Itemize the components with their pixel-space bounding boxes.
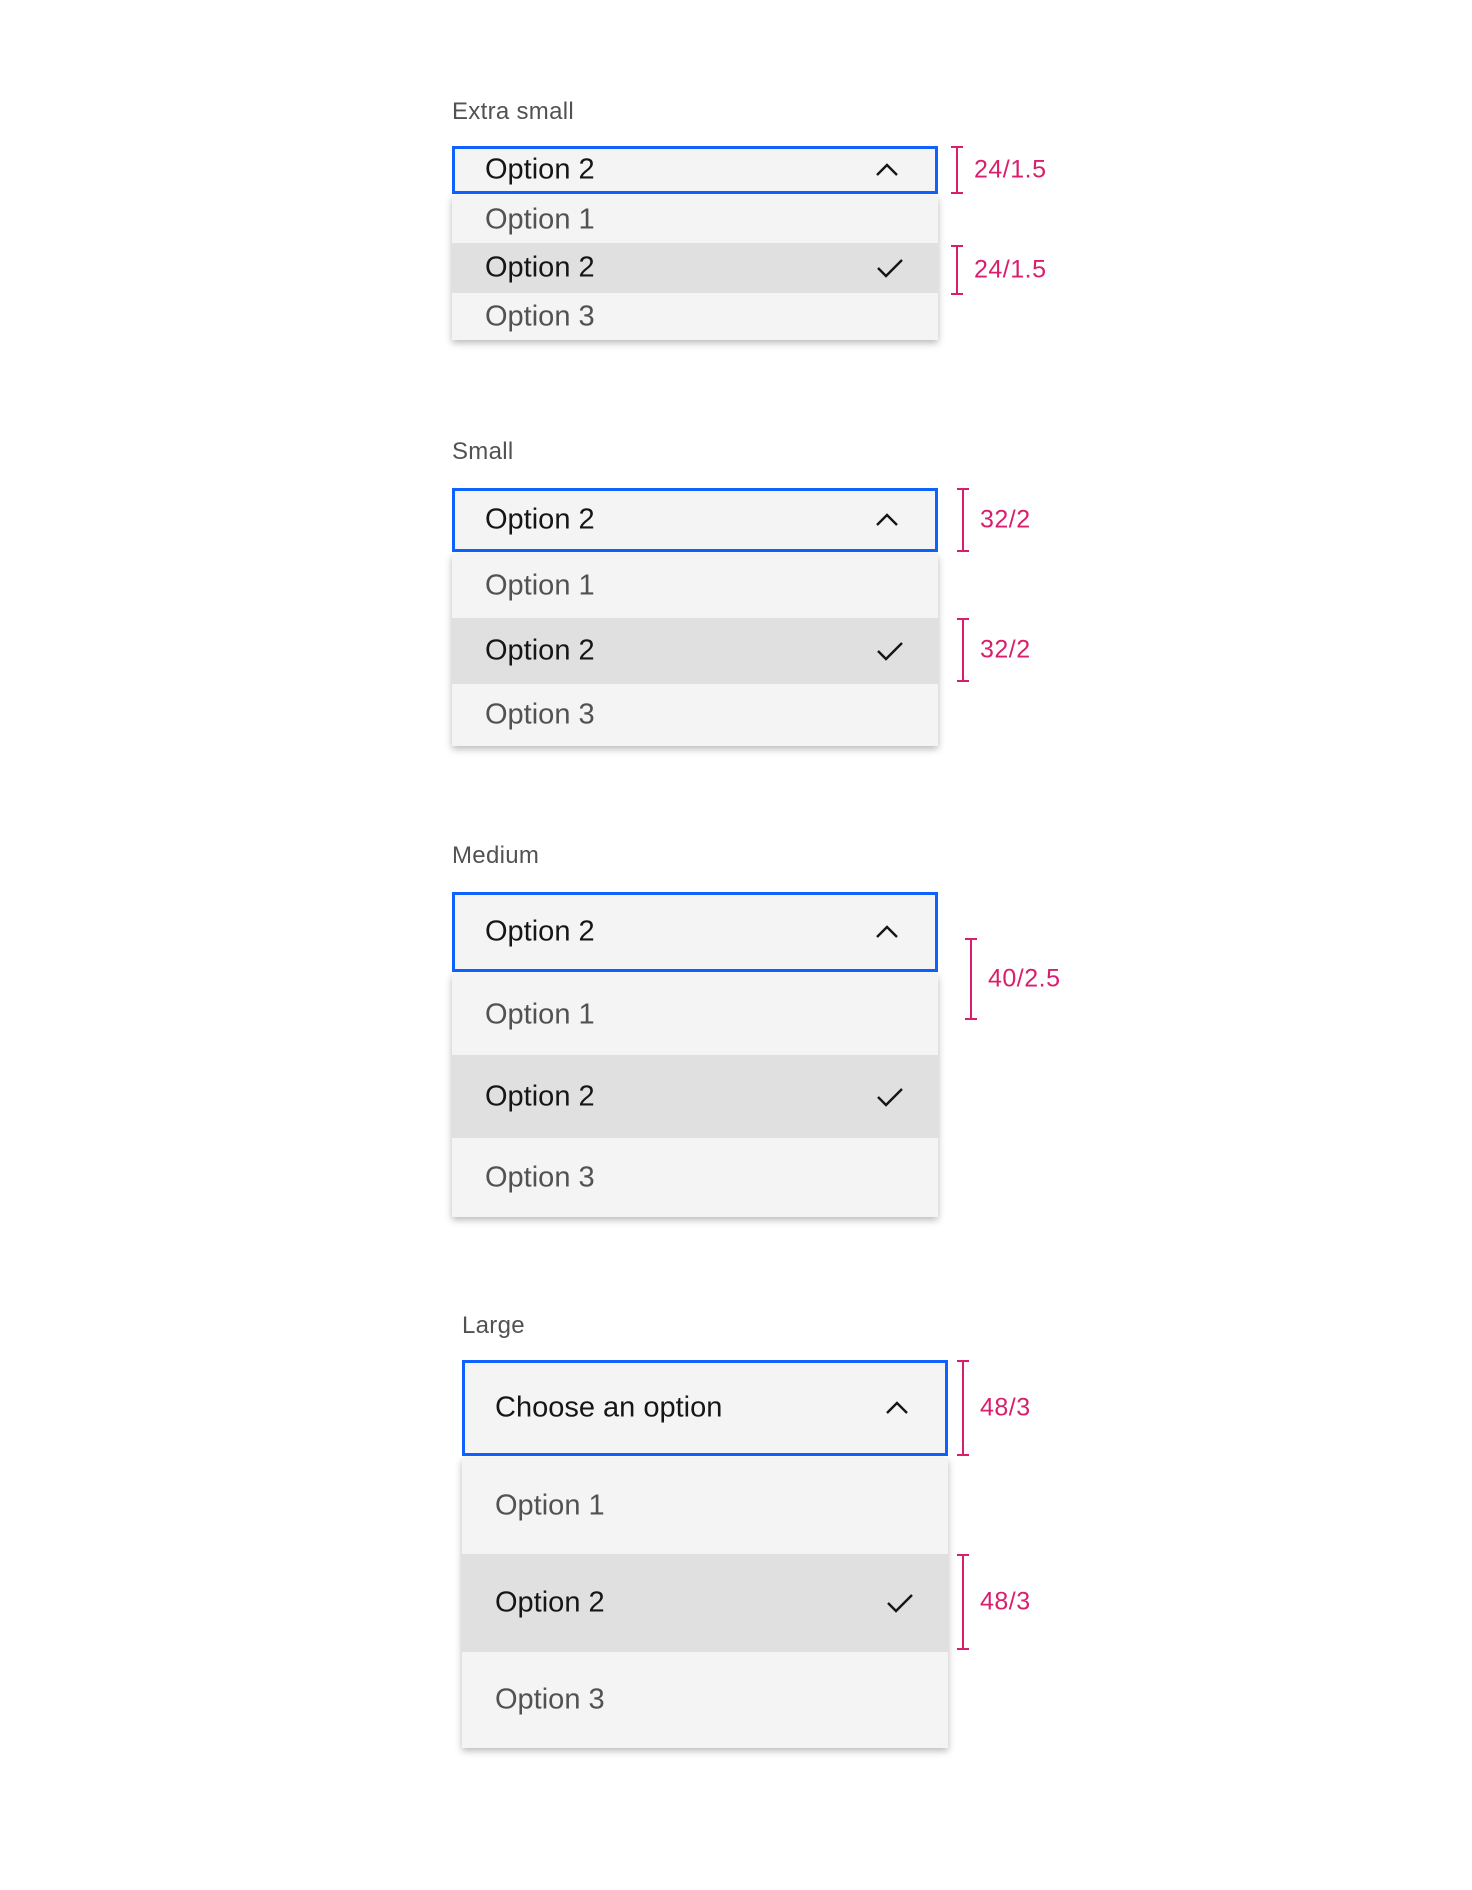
bracket-icon xyxy=(950,245,964,295)
menu-item[interactable] xyxy=(462,1458,948,1554)
menu-item-label: Option 3 xyxy=(485,1161,595,1193)
item-height-spec xyxy=(956,1554,1056,1650)
dropdown-trigger[interactable] xyxy=(452,892,938,972)
spec-label: 40/2.5 xyxy=(988,964,1061,993)
menu-item-label: Option 3 xyxy=(485,300,595,332)
dropdown-menu xyxy=(452,554,938,746)
bracket-icon xyxy=(956,1360,970,1456)
dropdown-extra-small xyxy=(452,98,1072,348)
bracket-icon xyxy=(964,938,978,1020)
checkmark-icon xyxy=(886,1592,914,1614)
menu-item-label: Option 1 xyxy=(495,1489,605,1522)
chevron-up-icon xyxy=(875,513,899,527)
menu-item-label: Option 2 xyxy=(485,634,595,667)
dropdown-menu xyxy=(462,1458,948,1748)
checkmark-icon xyxy=(876,640,904,662)
menu-item[interactable] xyxy=(452,974,938,1055)
item-height-spec xyxy=(964,938,1072,1020)
chevron-up-icon xyxy=(875,925,899,939)
menu-item-selected[interactable] xyxy=(452,243,938,293)
bracket-icon xyxy=(956,488,970,552)
selected-value: Option 2 xyxy=(485,503,595,536)
bracket-icon xyxy=(956,618,970,682)
menu-item-label: Option 1 xyxy=(485,998,595,1030)
dropdown-small xyxy=(452,438,1072,758)
bracket-icon xyxy=(950,146,964,194)
item-height-spec xyxy=(950,245,1070,295)
dropdown-menu xyxy=(452,196,938,340)
menu-item[interactable] xyxy=(462,1652,948,1748)
dropdown-large xyxy=(462,1312,1062,1752)
spec-label: 24/1.5 xyxy=(974,255,1047,284)
menu-item-label: Option 3 xyxy=(495,1683,605,1716)
menu-item-selected[interactable] xyxy=(462,1554,948,1652)
menu-item-label: Option 2 xyxy=(485,251,595,284)
chevron-up-icon xyxy=(875,163,899,177)
selected-value: Option 2 xyxy=(485,915,595,948)
selected-value: Option 2 xyxy=(485,153,595,186)
size-label: Small xyxy=(452,438,514,465)
menu-item[interactable] xyxy=(452,293,938,340)
dropdown-trigger[interactable] xyxy=(452,146,938,194)
selected-value: Choose an option xyxy=(495,1391,723,1424)
spec-label: 32/2 xyxy=(980,505,1031,534)
size-label: Extra small xyxy=(452,98,574,125)
menu-item-label: Option 1 xyxy=(485,203,595,235)
item-height-spec xyxy=(956,618,1066,682)
menu-item[interactable] xyxy=(452,196,938,243)
menu-item[interactable] xyxy=(452,684,938,746)
menu-item-selected[interactable] xyxy=(452,618,938,684)
spec-label: 48/3 xyxy=(980,1587,1031,1616)
menu-item-label: Option 2 xyxy=(485,1080,595,1112)
checkmark-icon xyxy=(876,1086,904,1108)
spec-label: 48/3 xyxy=(980,1393,1031,1422)
menu-item-label: Option 2 xyxy=(495,1586,605,1619)
dropdown-menu xyxy=(452,974,938,1217)
spec-label: 24/1.5 xyxy=(974,155,1047,184)
chevron-up-icon xyxy=(885,1401,909,1415)
menu-item[interactable] xyxy=(452,554,938,618)
size-label: Medium xyxy=(452,842,540,869)
trigger-height-spec xyxy=(956,1360,1056,1456)
size-label: Large xyxy=(462,1312,525,1339)
checkmark-icon xyxy=(876,257,904,279)
menu-item[interactable] xyxy=(452,1138,938,1217)
dropdown-medium xyxy=(452,842,1072,1222)
menu-item-selected[interactable] xyxy=(452,1055,938,1138)
dropdown-trigger[interactable] xyxy=(462,1360,948,1456)
trigger-height-spec xyxy=(950,146,1070,194)
trigger-height-spec xyxy=(956,488,1066,552)
menu-item-label: Option 1 xyxy=(485,569,595,602)
bracket-icon xyxy=(956,1554,970,1650)
spec-label: 32/2 xyxy=(980,635,1031,664)
dropdown-trigger[interactable] xyxy=(452,488,938,552)
menu-item-label: Option 3 xyxy=(485,698,595,731)
